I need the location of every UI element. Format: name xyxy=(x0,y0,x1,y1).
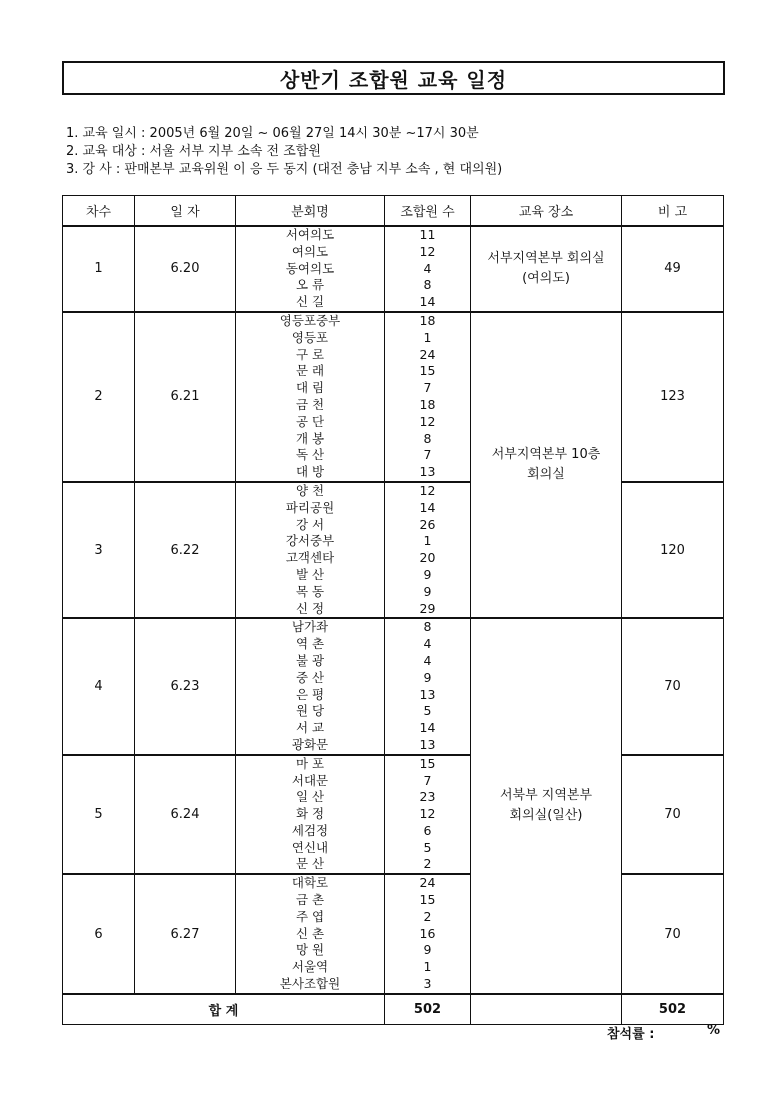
member-count: 12 xyxy=(419,243,436,259)
branch-name: 역 촌 xyxy=(295,636,325,652)
branch-name: 일 산 xyxy=(295,789,325,805)
branch-name: 강 서 xyxy=(295,516,325,532)
group-row xyxy=(63,226,724,312)
venue-line: (여의도) xyxy=(522,270,570,286)
branch-name: 강서중부 xyxy=(285,533,335,549)
note-cell: 70 xyxy=(622,874,724,994)
venue-cell xyxy=(471,618,622,994)
branch-cell xyxy=(236,226,385,312)
group-row xyxy=(63,482,724,618)
total-label: 합 계 xyxy=(63,994,385,1025)
member-count: 15 xyxy=(419,363,436,379)
schedule-table xyxy=(62,195,724,1025)
group-row xyxy=(63,755,724,875)
branch-name: 파리공원 xyxy=(285,499,335,515)
branch-cell xyxy=(236,874,385,994)
group-row xyxy=(63,618,724,754)
member-count: 2 xyxy=(423,908,432,924)
member-count: 9 xyxy=(423,669,432,685)
member-count: 20 xyxy=(419,550,436,566)
member-count: 12 xyxy=(419,806,436,822)
note-cell: 123 xyxy=(622,312,724,482)
member-count: 15 xyxy=(419,892,436,908)
member-count: 1 xyxy=(423,959,432,975)
note-cell: 120 xyxy=(622,482,724,618)
round-cell: 1 xyxy=(63,226,135,312)
branch-name: 영등포중부 xyxy=(279,312,341,328)
round-cell: 5 xyxy=(63,755,135,875)
member-count: 7 xyxy=(423,447,432,463)
member-count: 8 xyxy=(423,619,432,635)
branch-name: 불 광 xyxy=(295,652,325,668)
venue-cell xyxy=(471,226,622,312)
branch-name: 서울역 xyxy=(291,959,329,975)
branch-name: 대학로 xyxy=(291,875,329,891)
member-count: 7 xyxy=(423,380,432,396)
branch-name: 목 동 xyxy=(295,583,325,599)
venue-line: 회의실 xyxy=(527,467,565,483)
total-members: 502 xyxy=(385,994,471,1025)
note-cell: 70 xyxy=(622,755,724,875)
attendance-label: 참석률 : xyxy=(607,1027,655,1042)
member-count: 16 xyxy=(419,925,436,941)
branch-name: 공 단 xyxy=(295,413,325,429)
count-cell xyxy=(385,312,471,482)
branch-name: 마 포 xyxy=(295,755,325,771)
branch-name: 주 엽 xyxy=(295,908,325,924)
member-count: 5 xyxy=(423,839,432,855)
branch-name: 구 로 xyxy=(295,346,325,362)
branch-name: 남가좌 xyxy=(291,619,329,635)
member-count: 14 xyxy=(419,294,436,310)
member-count: 12 xyxy=(419,482,436,498)
header-round: 차수 xyxy=(63,196,135,227)
branch-name: 연신내 xyxy=(291,839,329,855)
branch-name: 서대문 xyxy=(291,772,329,788)
header-members: 조합원 수 xyxy=(385,196,471,227)
member-count: 8 xyxy=(423,277,432,293)
member-count: 4 xyxy=(423,652,432,668)
branch-name: 개 봉 xyxy=(295,430,325,446)
branch-name: 서 교 xyxy=(295,720,325,736)
count-cell xyxy=(385,226,471,312)
member-count: 6 xyxy=(423,822,432,838)
header-note: 비 고 xyxy=(622,196,724,227)
branch-name: 발 산 xyxy=(295,566,325,582)
member-count: 11 xyxy=(419,227,436,242)
date-cell: 6.20 xyxy=(135,226,236,312)
branch-name: 광화문 xyxy=(291,736,329,752)
total-row xyxy=(63,994,724,1025)
member-count: 13 xyxy=(419,736,436,752)
date-cell: 6.27 xyxy=(135,874,236,994)
member-count: 24 xyxy=(419,875,436,891)
date-cell: 6.23 xyxy=(135,618,236,754)
header-venue: 교육 장소 xyxy=(471,196,622,227)
round-cell: 6 xyxy=(63,874,135,994)
attendance-unit: % xyxy=(707,1023,721,1038)
round-cell: 2 xyxy=(63,312,135,482)
count-cell xyxy=(385,618,471,754)
member-count: 4 xyxy=(423,636,432,652)
info-lecturer: 3. 강 사 : 판매본부 교육위원 이 응 두 동지 (대전 충남 지부 소속 , 현 대의원) xyxy=(66,162,503,177)
branch-name: 독 산 xyxy=(295,447,325,463)
venue-line: 회의실(일산) xyxy=(509,808,583,824)
branch-cell xyxy=(236,482,385,618)
date-cell: 6.24 xyxy=(135,755,236,875)
date-cell: 6.21 xyxy=(135,312,236,482)
header-row xyxy=(63,196,724,227)
member-count: 26 xyxy=(419,516,436,532)
member-count: 5 xyxy=(423,703,432,719)
total-note: 502 xyxy=(622,994,724,1025)
group-row xyxy=(63,312,724,482)
branch-name: 금 천 xyxy=(295,396,325,412)
date-cell: 6.22 xyxy=(135,482,236,618)
member-count: 3 xyxy=(423,976,432,992)
branch-name: 오 류 xyxy=(295,277,325,293)
branch-name: 대 방 xyxy=(295,464,325,480)
member-count: 9 xyxy=(423,583,432,599)
member-count: 14 xyxy=(419,720,436,736)
branch-name: 영등포 xyxy=(291,329,329,345)
member-count: 1 xyxy=(423,329,432,345)
branch-name: 문 산 xyxy=(295,856,325,872)
branch-name: 신 길 xyxy=(295,294,325,310)
member-count: 18 xyxy=(419,312,436,328)
venue-cell xyxy=(471,312,622,618)
branch-cell xyxy=(236,312,385,482)
member-count: 8 xyxy=(423,430,432,446)
member-count: 23 xyxy=(419,789,436,805)
member-count: 2 xyxy=(423,856,432,872)
member-count: 12 xyxy=(419,413,436,429)
member-count: 13 xyxy=(419,686,436,702)
branch-name: 원 당 xyxy=(295,703,325,719)
branch-cell xyxy=(236,755,385,875)
member-count: 7 xyxy=(423,772,432,788)
branch-name: 망 원 xyxy=(295,942,325,958)
venue-line: 서부지역본부 회의실 xyxy=(487,250,605,266)
member-count: 1 xyxy=(423,533,432,549)
branch-name: 신 촌 xyxy=(295,925,325,941)
branch-name: 금 촌 xyxy=(295,892,325,908)
member-count: 9 xyxy=(423,566,432,582)
total-venue-empty xyxy=(471,994,622,1025)
group-row xyxy=(63,874,724,994)
info-schedule: 1. 교육 일시 : 2005년 6월 20일 ~ 06월 27일 14시 30분 ~17시 30분 xyxy=(66,126,479,141)
branch-name: 세검정 xyxy=(291,822,329,838)
branch-name: 신 정 xyxy=(295,600,325,616)
branch-name: 문 래 xyxy=(295,363,325,379)
note-cell: 49 xyxy=(622,226,724,312)
branch-name: 대 림 xyxy=(295,380,325,396)
count-cell xyxy=(385,482,471,618)
branch-name: 중 산 xyxy=(295,669,325,685)
branch-cell xyxy=(236,618,385,754)
branch-name: 본사조합원 xyxy=(279,976,341,992)
member-count: 9 xyxy=(423,942,432,958)
member-count: 13 xyxy=(419,464,436,480)
member-count: 4 xyxy=(423,260,432,276)
member-count: 15 xyxy=(419,755,436,771)
member-count: 24 xyxy=(419,346,436,362)
page-title: 상반기 조합원 교육 일정 xyxy=(62,61,725,95)
branch-name: 은 평 xyxy=(295,686,325,702)
branch-name: 서여의도 xyxy=(285,227,335,242)
member-count: 29 xyxy=(419,600,436,616)
branch-name: 여의도 xyxy=(291,243,329,259)
member-count: 14 xyxy=(419,499,436,515)
branch-name: 화 정 xyxy=(295,806,325,822)
venue-line: 서북부 지역본부 xyxy=(499,788,593,804)
member-count: 18 xyxy=(419,396,436,412)
count-cell xyxy=(385,755,471,875)
branch-name: 고객센타 xyxy=(285,550,335,566)
round-cell: 4 xyxy=(63,618,135,754)
venue-line: 서부지역본부 10층 xyxy=(491,447,601,463)
count-cell xyxy=(385,874,471,994)
branch-name: 양 천 xyxy=(295,482,325,498)
note-cell: 70 xyxy=(622,618,724,754)
branch-name: 동여의도 xyxy=(285,260,335,276)
header-branch: 분회명 xyxy=(236,196,385,227)
round-cell: 3 xyxy=(63,482,135,618)
header-date: 일 자 xyxy=(135,196,236,227)
info-target: 2. 교육 대상 : 서울 서부 지부 소속 전 조합원 xyxy=(66,144,321,159)
